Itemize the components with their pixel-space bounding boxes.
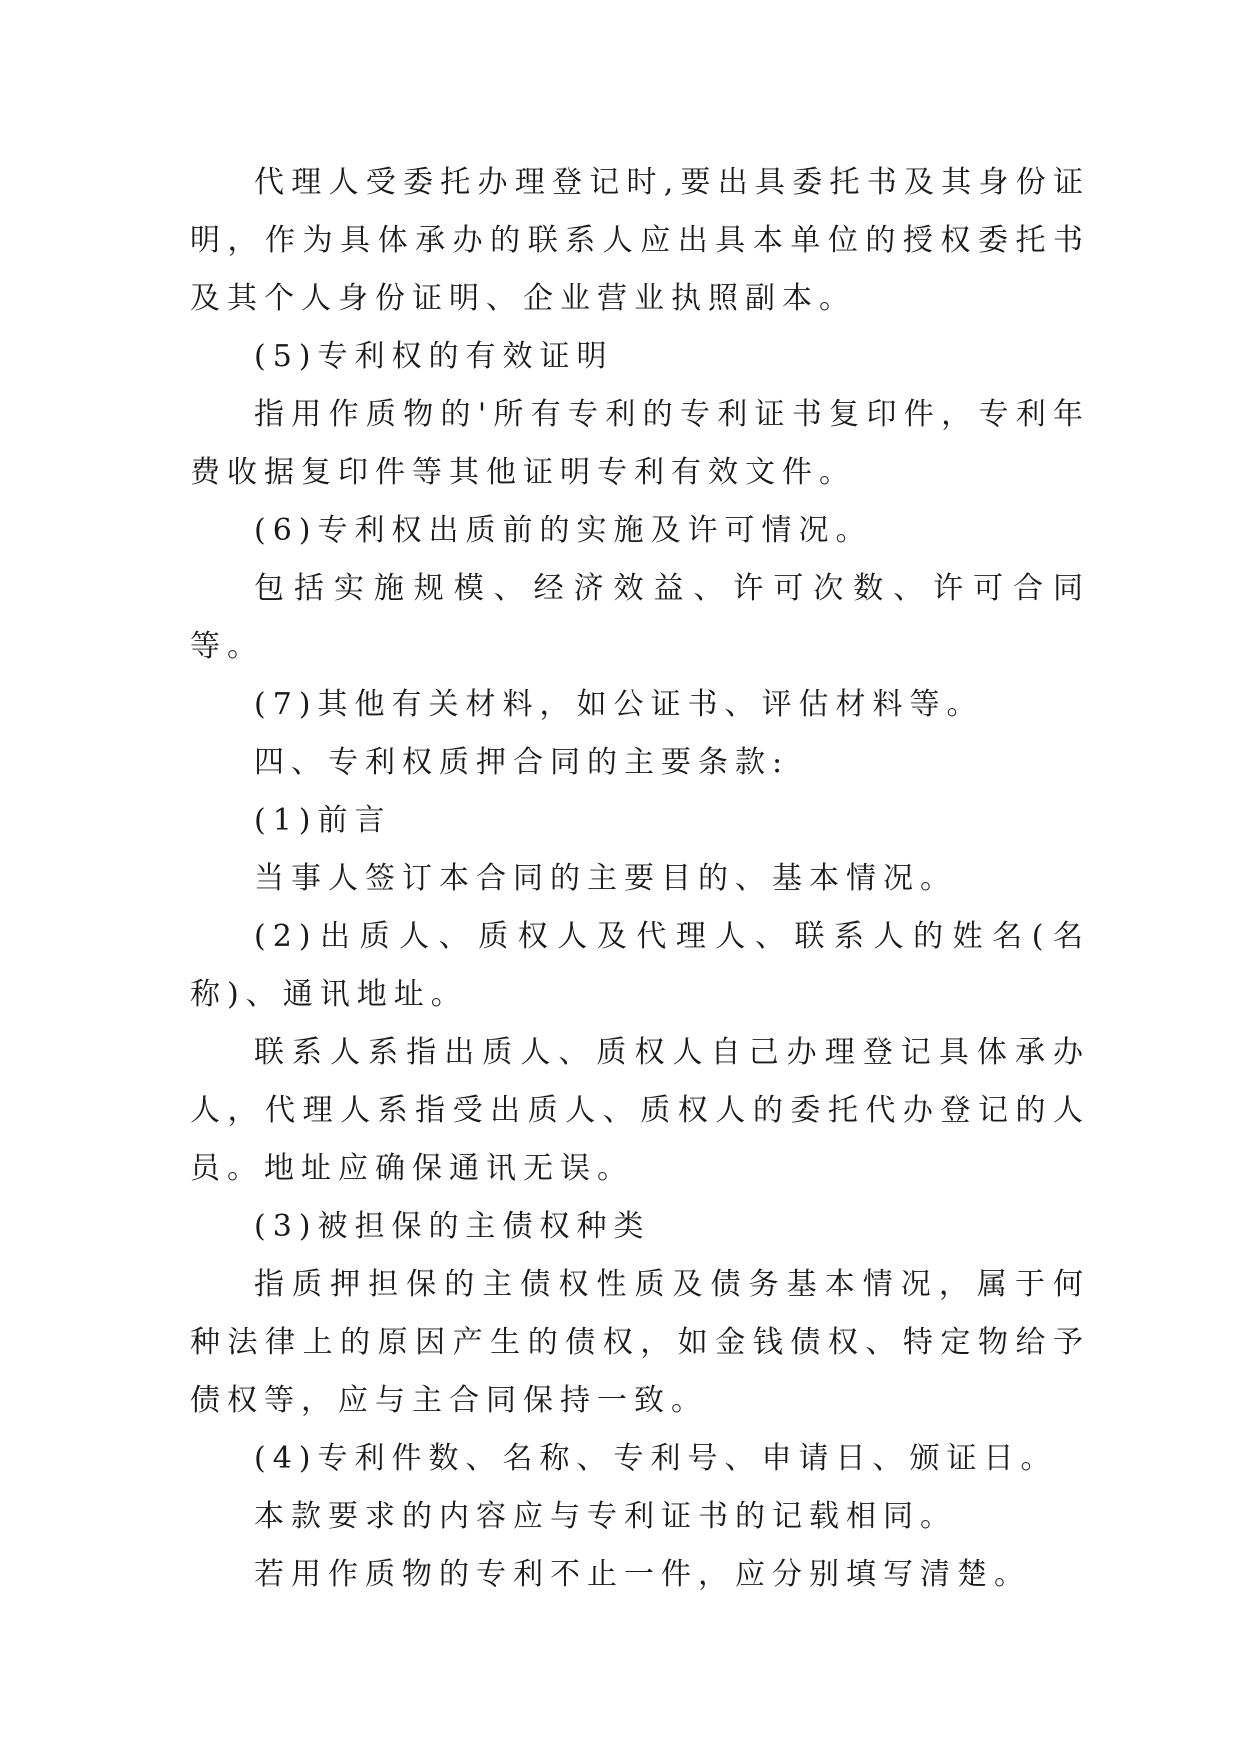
section-heading-4: 四、专利权质押合同的主要条款: — [254, 745, 790, 780]
paragraph-clause-1-heading: (1)前言 — [254, 803, 392, 838]
paragraph-clause-1-body: 当事人签订本合同的主要目的、基本情况。 — [254, 861, 957, 896]
paragraph-clause-4-body-2: 若用作质物的专利不止一件，应分别填写清楚。 — [254, 1557, 1031, 1592]
paragraph-clause-3-heading: (3)被担保的主债权种类 — [254, 1209, 651, 1244]
paragraph-item-5-heading: (5)专利权的有效证明 — [254, 339, 614, 374]
paragraph-clause-2-body: 联系人系指出质人、质权人自己办理登记具体承办人，代理人系指受出质人、质权人的委托代办登记的人员。地址应确保通讯无误。 — [190, 1035, 1090, 1186]
paragraph-item-6-body: 包括实施规模、经济效益、许可次数、许可合同等。 — [190, 571, 1090, 664]
paragraph-item-7: (7)其他有关材料，如公证书、评估材料等。 — [254, 687, 984, 722]
paragraph-agent-entrust: 代理人受委托办理登记时,要出具委托书及其身份证明，作为具体承办的联系人应出具本单位的授权委托书及其个人身份证明、企业营业执照副本。 — [190, 165, 1090, 316]
paragraph-item-5-body: 指用作质物的'所有专利的专利证书复印件，专利年费收据复印件等其他证明专利有效文件。 — [190, 397, 1090, 490]
paragraph-clause-3-body: 指质押担保的主债权性质及债务基本情况，属于何种法律上的原因产生的债权，如金钱债权、特定物给予债权等，应与主合同保持一致。 — [190, 1267, 1090, 1418]
paragraph-clause-4-heading: (4)专利件数、名称、专利号、申请日、颁证日。 — [254, 1441, 1058, 1476]
paragraph-clause-4-body-1: 本款要求的内容应与专利证书的记载相同。 — [254, 1499, 957, 1534]
paragraph-item-6-heading: (6)专利权出质前的实施及许可情况。 — [254, 513, 873, 548]
document-page — [190, 154, 1090, 1604]
paragraph-clause-2-heading: (2)出质人、质权人及代理人、联系人的姓名(名称)、通讯地址。 — [190, 919, 1090, 1012]
